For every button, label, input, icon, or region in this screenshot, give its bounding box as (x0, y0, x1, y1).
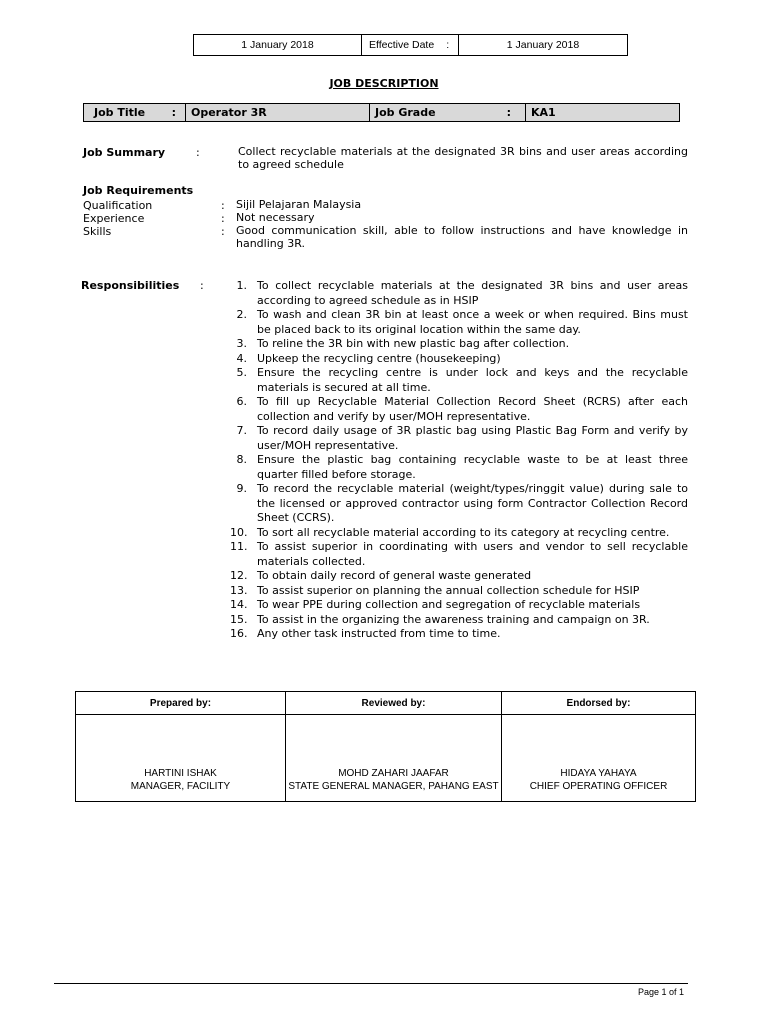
responsibility-text: Ensure the plastic bag containing recyclable waste to be at least three quarter filled before storage. (257, 453, 688, 481)
responsibility-number: 10. (230, 525, 248, 539)
endorsed-by-header: Endorsed by: (566, 697, 631, 709)
responsibility-text: To fill up Recyclable Material Collection Record Sheet (RCRS) after each collection and verify by user/MOH representative. (257, 395, 688, 423)
responsibility-number: 8. (236, 453, 247, 466)
responsibility-item (220, 352, 688, 367)
responsibility-item (220, 453, 688, 482)
responsibility-text: To wash and clean 3R bin at least once a week or when required. Bins must be placed back to its original location within the same day. (257, 308, 688, 336)
responsibility-text: To sort all recyclable material according to its category at recycling centre. (257, 525, 670, 539)
experience-label: Experience (83, 212, 145, 225)
reviewed-by-cell (286, 714, 502, 801)
responsibility-item (220, 279, 688, 308)
responsibility-number: 16. (230, 627, 248, 640)
responsibility-number: 13. (230, 583, 248, 597)
responsibilities-list (220, 279, 688, 642)
responsibility-text: To assist superior in coordinating with users and vendor to sell recyclable materials collected. (257, 540, 688, 568)
responsibility-text: To assist superior on planning the annual collection schedule for HSIP (257, 583, 640, 597)
responsibility-text: To wear PPE during collection and segregation of recyclable materials (257, 598, 641, 611)
responsibilities-label: Responsibilities (81, 279, 180, 292)
job-summary-colon: : (196, 146, 200, 159)
responsibility-item (220, 598, 688, 613)
job-summary-text: Collect recyclable materials at the designated 3R bins and user areas according to agreed schedule (238, 145, 688, 171)
responsibility-text: Any other task instructed from time to time. (257, 627, 501, 640)
responsibility-number: 5. (236, 366, 247, 379)
qualification-value: Sijil Pelajaran Malaysia (236, 198, 362, 211)
responsibility-item (220, 308, 688, 337)
qualification-colon: : (221, 199, 225, 212)
reviewed-by-header: Reviewed by: (286, 692, 502, 714)
responsibility-text: To record the recyclable material (weight/types/ringgit value) during sale to the licensed or approved contractor using form Contractor Collection Record Sheet (CCRS). (257, 482, 688, 524)
skills-label: Skills (83, 225, 112, 238)
job-summary-label: Job Summary (83, 146, 166, 159)
responsibility-number: 4. (236, 351, 247, 365)
job-requirements-heading: Job Requirements (83, 184, 194, 197)
responsibility-item (220, 526, 688, 541)
skills-value: Good communication skill, able to follow instructions and have knowledge in handling 3R. (236, 224, 688, 250)
signature-header-row (76, 692, 695, 715)
responsibility-number: 6. (236, 395, 247, 408)
responsibility-item (220, 482, 688, 526)
responsibility-text: To obtain daily record of general waste generated (257, 569, 532, 582)
footer-divider (54, 983, 688, 984)
job-grade-label: Job Grade : (370, 104, 526, 121)
prepared-by-title: MANAGER, FACILITY (130, 781, 231, 792)
skills-colon: : (221, 225, 225, 238)
effective-date-table (193, 34, 628, 56)
responsibility-item (220, 584, 688, 599)
signature-body-row (76, 714, 695, 801)
endorsed-by-title: CHIEF OPERATING OFFICER (529, 781, 668, 792)
experience-colon: : (221, 212, 225, 225)
signature-table (75, 691, 696, 802)
qualification-label: Qualification (83, 199, 153, 212)
effective-date-value: 1 January 2018 (506, 39, 580, 51)
effective-date-label: Effective Date : (362, 35, 459, 55)
responsibility-text: To reline the 3R bin with new plastic bag after collection. (257, 337, 570, 350)
job-title-label: Job Title : (84, 104, 186, 121)
responsibility-number: 15. (230, 612, 248, 626)
job-info-row (83, 103, 680, 122)
responsibility-item (220, 395, 688, 424)
responsibility-item (220, 337, 688, 352)
responsibility-item (220, 613, 688, 628)
responsibilities-colon: : (200, 279, 204, 292)
responsibility-text: Ensure the recycling centre is under lock and keys and the recyclable materials is secured at all time. (257, 366, 688, 394)
responsibility-number: 9. (236, 482, 247, 495)
responsibility-number: 12. (230, 569, 248, 582)
responsibility-number: 7. (236, 424, 247, 437)
endorsed-by-name: HIDAYA YAHAYA (560, 768, 637, 779)
responsibility-item (220, 366, 688, 395)
responsibility-text: Upkeep the recycling centre (housekeeping) (257, 351, 501, 365)
responsibility-number: 14. (230, 598, 248, 611)
endorsed-by-cell (502, 714, 695, 801)
document-title: JOB DESCRIPTION (329, 77, 439, 90)
responsibility-number: 2. (236, 308, 247, 321)
responsibility-number: 3. (236, 337, 247, 350)
reviewed-by-name: MOHD ZAHARI JAAFAR (338, 768, 449, 779)
responsibility-item (220, 627, 688, 642)
prepared-by-header: Prepared by: (76, 692, 286, 714)
responsibility-item (220, 569, 688, 584)
responsibility-item (220, 424, 688, 453)
responsibility-number: 11. (230, 540, 248, 553)
responsibility-text: To assist in the organizing the awareness training and campaign on 3R. (257, 612, 650, 626)
page-number: Page 1 of 1 (638, 987, 685, 997)
prepared-by-name: HARTINI ISHAK (144, 768, 217, 779)
responsibility-text: To collect recyclable materials at the designated 3R bins and user areas according to agreed schedule as in HSIP (257, 279, 688, 307)
experience-value: Not necessary (236, 211, 315, 224)
responsibility-item (220, 540, 688, 569)
job-title-value: Operator 3R (186, 104, 370, 121)
responsibility-number: 1. (236, 279, 247, 292)
issue-date: 1 January 2018 (194, 35, 362, 55)
reviewed-by-title: STATE GENERAL MANAGER, PAHANG EAST (288, 781, 499, 792)
job-grade-value: KA1 (531, 106, 556, 119)
prepared-by-cell (76, 714, 286, 801)
responsibility-text: To record daily usage of 3R plastic bag using Plastic Bag Form and verify by user/MOH representative. (257, 424, 688, 452)
